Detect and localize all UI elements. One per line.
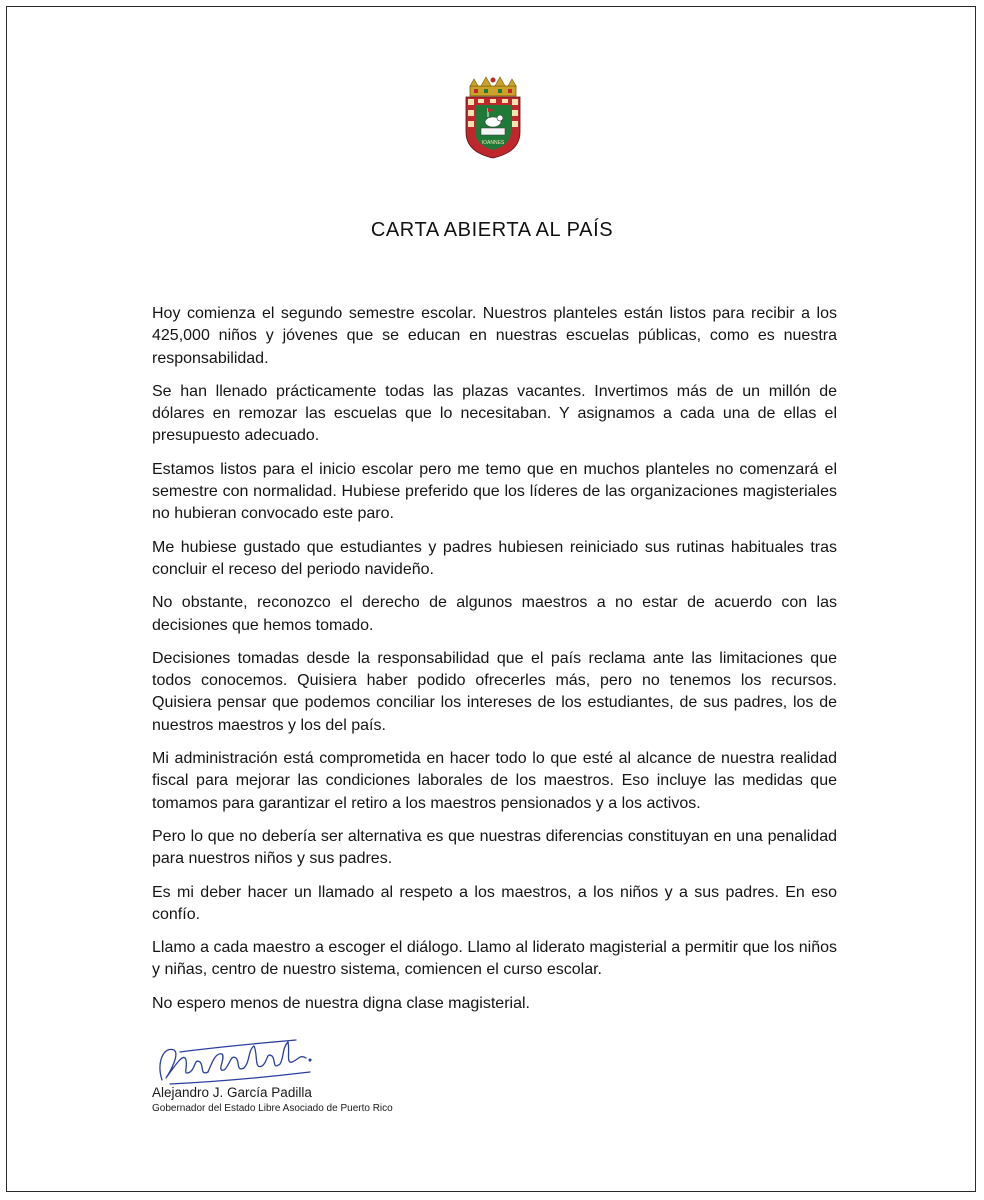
paragraph: Me hubiese gustado que estudiantes y padres hubiesen reiniciado sus rutinas habituales tras concluir el receso del periodo navideño.: [152, 538, 837, 578]
signatory-role: Gobernador del Estado Libre Asociado de Puerto Rico: [152, 1103, 393, 1114]
paragraph: Es mi deber hacer un llamado al respeto a los maestros, a los niños y a sus padres. En eso confío.: [152, 883, 837, 923]
paragraph: No espero menos de nuestra digna clase magisterial.: [152, 994, 530, 1012]
paragraph: No obstante, reconozco el derecho de algunos maestros a no estar de acuerdo con las decisiones que hemos tomado.: [152, 594, 837, 634]
letter-body: [152, 303, 837, 1026]
paragraph: Decisiones tomadas desde la responsabilidad que el país reclama ante las limitaciones que todos conocemos. Quisiera haber podido ofrecerles más, pero no tenemos los recursos. Quisiera pensar que podemos conciliar los intereses de los estudiantes, de sus padres, los de nuestros maestros y los del país.: [152, 649, 837, 734]
paragraph: Llamo a cada maestro a escoger el diálogo. Llamo al liderato magisterial a permitir que los niños y niñas, centro de nuestro sistema, comiencen el curso escolar.: [152, 939, 837, 979]
page-title: CARTA ABIERTA AL PAÍS: [370, 219, 614, 241]
handwritten-signature: [150, 1032, 320, 1092]
paragraph: Se han llenado prácticamente todas las plazas vacantes. Invertimos más de un millón de dólares en remozar las escuelas que lo necesitaban. Y asignamos a cada una de ellas el presupuesto adecuado.: [152, 382, 837, 445]
svg-text:IOANNES: IOANNES: [481, 140, 505, 146]
paragraph: Pero lo que no debería ser alternativa es que nuestras diferencias constituyan en una penalidad para nuestros niños y sus padres.: [152, 827, 837, 868]
paragraph: Estamos listos para el inicio escolar pero me temo que en muchos planteles no comenzará el semestre con normalidad. Hubiese preferido que los líderes de las organizaciones magisteriales no hubieran convocado este paro.: [152, 460, 837, 523]
coat-of-arms-icon: [462, 76, 524, 160]
paragraph: Mi administración está comprometida en hacer todo lo que esté al alcance de nuestra realidad fiscal para mejorar las condiciones laborales de los maestros. Eso incluye las medidas que tomamos para garantizar el retiro a los maestros pensionados y a los activos.: [152, 750, 837, 812]
signatory-name: Alejandro J. García Padilla: [152, 1085, 312, 1100]
paragraph: Hoy comienza el segundo semestre escolar. Nuestros planteles están listos para recibir a los 425,000 niños y jóvenes que se educan en nuestras escuelas públicas, como es nuestra responsabilidad.: [152, 305, 837, 367]
